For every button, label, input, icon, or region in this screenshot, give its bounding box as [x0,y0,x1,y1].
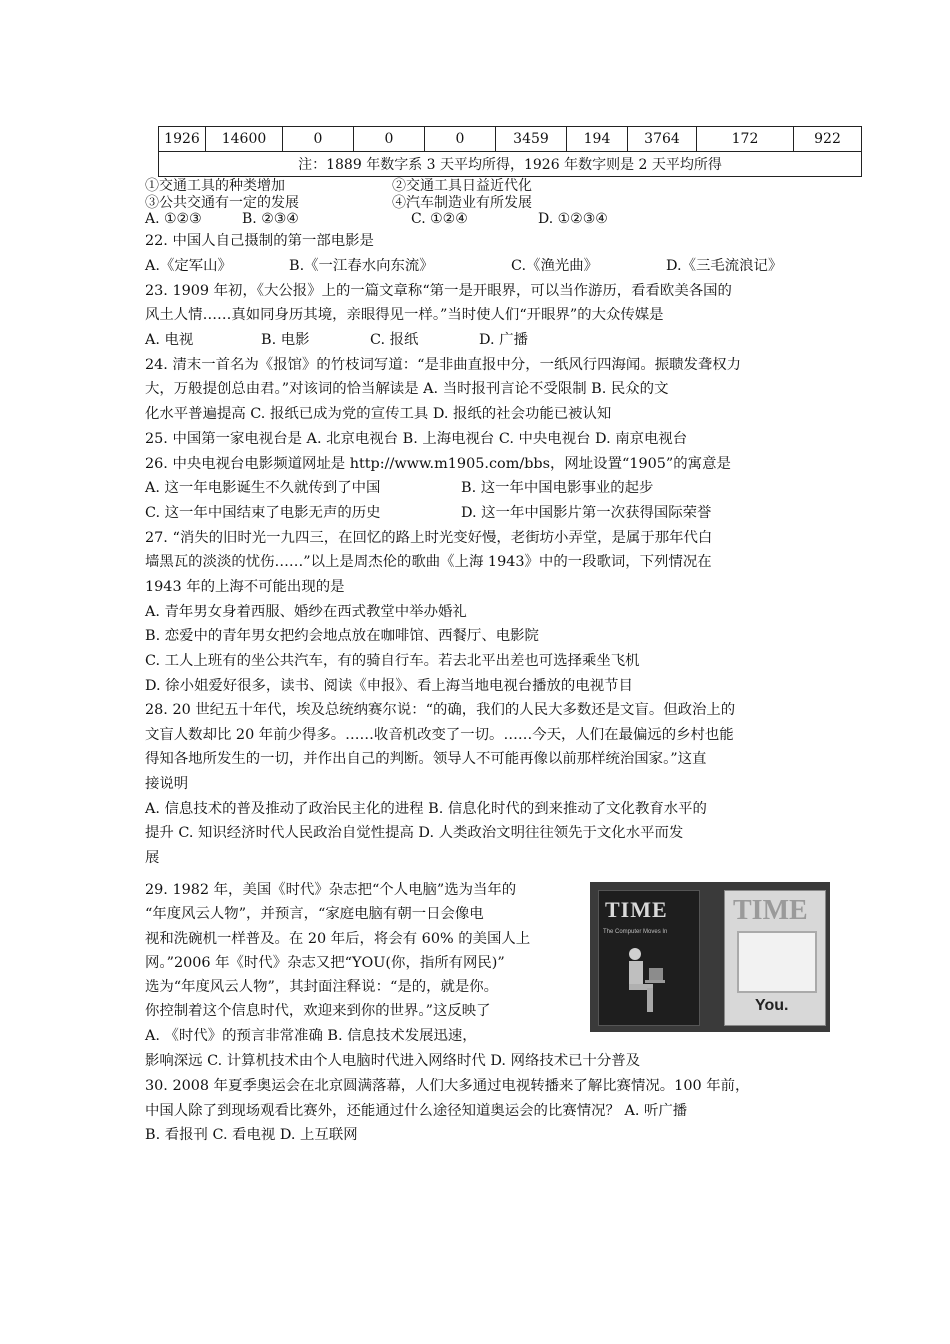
q26-choice-d: D. 这一年中国影片第一次获得国际荣誉 [461,505,712,521]
q27-choice-d: D. 徐小姐爱好很多，读书、阅读《申报》、看上海当地电视台播放的电视节目 [145,678,633,694]
cover-masthead: TIME [733,895,808,926]
q29-line: 网。”2006 年《时代》杂志又把“YOU(你，指所有网民)” [145,954,505,971]
q28-line-4: 接说明 [145,776,189,792]
q25-line-1: 25. 中国第一家电视台是 A. 北京电视台 B. 上海电视台 C. 中央电视台 D. 南京电视台 [145,431,688,447]
q27-choice-a: A. 青年男女身着西服、婚纱在西式教堂中举办婚礼 [145,604,467,620]
q26-choice-b: B. 这一年中国电影事业的起步 [461,480,654,496]
q30-line-2: 中国人除了到现场观看比赛外，还能通过什么途径知道奥运会的比赛情况？ A. 听广播 [145,1103,688,1119]
q21-choices [145,211,845,228]
q21-option-2: ②交通工具日益近代化 [392,178,532,194]
q21-choice-a: A. ①②③ [145,211,202,227]
table-cell: 0 [354,127,425,152]
q22-choice-d: D.《三毛流浪记》 [666,258,783,274]
computer-screen-icon [737,931,817,993]
q22-choice-a: A.《定军山》 [145,258,232,274]
q30-line-3: B. 看报刊 C. 看电视 D. 上互联网 [145,1127,358,1143]
q27-choice-b: B. 恋爱中的青年男女把约会地点放在咖啡馆、西餐厅、电影院 [145,628,539,644]
q29-line: 视和洗碗机一样普及。在 20 年后，将会有 60% 的美国人上 [145,930,531,947]
q28-line-2: 文盲人数却比 20 年前少得多。……收音机改变了一切。……今天，人们在最偏远的乡村也能 [145,727,734,743]
q28-line-7: 展 [145,850,160,866]
q21-option-3: ③公共交通有一定的发展 [145,195,299,211]
time-cover-1982 [598,890,700,1026]
q29-line: A. 《时代》的预言非常准确 B. 信息技术发展迅速， [145,1027,477,1044]
q28-line-1: 28. 20 世纪五十年代，埃及总统纳赛尔说：“的确，我们的人民大多数还是文盲。但政治上的 [145,702,736,718]
q24-line-2: 大，万般提创总由君。”对该词的恰当解读是 A. 当时报刊言论不受限制 B. 民众的文 [145,381,669,397]
q29-line: 29. 1982 年，美国《时代》杂志把“个人电脑”选为当年的 [145,882,517,898]
cover-subtitle: The Computer Moves In [603,929,668,935]
q23-choice-d: D. 广播 [479,332,528,348]
q29-line-8: 影响深远 C. 计算机技术由个人电脑时代进入网络时代 D. 网络技术已十分普及 [145,1053,641,1069]
q23-line-1: 23. 1909 年初，《大公报》上的一篇文章称“第一是开眼界，可以当作游历，看看欧美各国的 [145,283,732,299]
q26-line-1: 26. 中央电视台电影频道网址是 http://www.m1905.com/bbs，网址设置“1905”的寓意是 [145,456,731,472]
q21-choice-d: D. ①②③④ [538,211,608,227]
cover-masthead: TIME [605,897,668,922]
q26-choice-a: A. 这一年电影诞生不久就传到了中国 [145,480,381,496]
q28-line-3: 得知各地所发生的一切，并作出自己的判断。领导人不可能再像以前那样统治国家。”这直 [145,751,707,767]
traffic-data-table [158,126,862,177]
q26-choice-c: C. 这一年中国结束了电影无声的历史 [145,505,381,521]
q29-text-block [145,878,575,1048]
q23-line-2: 风土人情……真如同身历其境，亲眼得见一样。”当时使人们“开眼界”的大众传媒是 [145,307,664,323]
seated-figure-icon [621,946,665,1016]
q21-choice-b: B. ②③④ [242,211,299,227]
q26-row-cd [145,501,845,525]
q28-line-5: A. 信息技术的普及推动了政治民主化的进程 B. 信息化时代的到来推动了文化教育水平的 [145,801,707,817]
q27-line-1: 27. “消失的旧时光一九四三，在回忆的路上时光变好慢，老街坊小弄堂，是属于那年代白 [145,530,713,546]
q23-choice-b: B. 电影 [261,332,310,348]
q23-choice-a: A. 电视 [145,332,194,348]
table-cell: 0 [425,127,496,152]
table-cell: 0 [283,127,354,152]
q21-option-4: ④汽车制造业有所发展 [392,195,532,211]
q23-choice-c: C. 报纸 [370,332,419,348]
q21-row-1 [145,178,845,195]
q27-line-3: 1943 年的上海不可能出现的是 [145,579,345,595]
table-cell: 1926 [159,127,206,152]
table-cell: 14600 [206,127,283,152]
q23-choices [145,328,845,352]
time-cover-2006 [724,890,826,1026]
table-row-1926 [159,127,862,152]
table-cell: 3459 [496,127,567,152]
q29-line: “年度风云人物”，并预言，“家庭电脑有朝一日会像电 [145,906,484,923]
q28-line-6: 提升 C. 知识经济时代人民政治自觉性提高 D. 人类政治文明往往领先于文化水平而发 [145,825,684,841]
q22-stem: 22. 中国人自己摄制的第一部电影是 [145,233,374,249]
table-cell: 922 [794,127,862,152]
q22-choices [145,254,845,278]
q21-row-2 [145,195,845,212]
q29-line: 选为“年度风云人物”，其封面注释说：“是的，就是你。 [145,979,499,996]
q30-line-1: 30. 2008 年夏季奥运会在北京圆满落幕，人们大多通过电视转播来了解比赛情况。100 年前， [145,1078,750,1094]
table-cell: 172 [697,127,794,152]
q24-line-3: 化水平普遍提高 C. 报纸已成为党的宣传工具 D. 报纸的社会功能已被认知 [145,406,612,422]
q22-choice-c: C.《渔光曲》 [511,258,599,274]
q22-choice-b: B.《一江春水向东流》 [289,258,434,274]
q27-line-2: 墙黑瓦的淡淡的忧伤……”以上是周杰伦的歌曲《上海 1943》中的一段歌词，下列情况在 [145,554,712,570]
q21-choice-c: C. ①②④ [411,211,468,227]
q27-choice-c: C. 工人上班有的坐公共汽车，有的骑自行车。若去北平出差也可选择乘坐飞机 [145,653,640,669]
q21-option-1: ①交通工具的种类增加 [145,178,285,194]
q26-row-ab [145,476,845,500]
time-magazine-covers-image [590,882,830,1032]
table-cell: 3764 [628,127,697,152]
q29-line: 你控制着这个信息时代，欢迎来到你的世界。”这反映了 [145,1003,491,1020]
cover-you-label: You. [755,997,789,1014]
table-cell: 194 [567,127,628,152]
q24-line-1: 24. 清末一首名为《报馆》的竹枝词写道：“是非曲直报中分，一纸风行四海闻。振聩发聋权力 [145,357,742,373]
table-note: 注：1889 年数字系 3 天平均所得，1926 年数字则是 2 天平均所得 [159,152,862,177]
table-note-row [159,152,862,177]
